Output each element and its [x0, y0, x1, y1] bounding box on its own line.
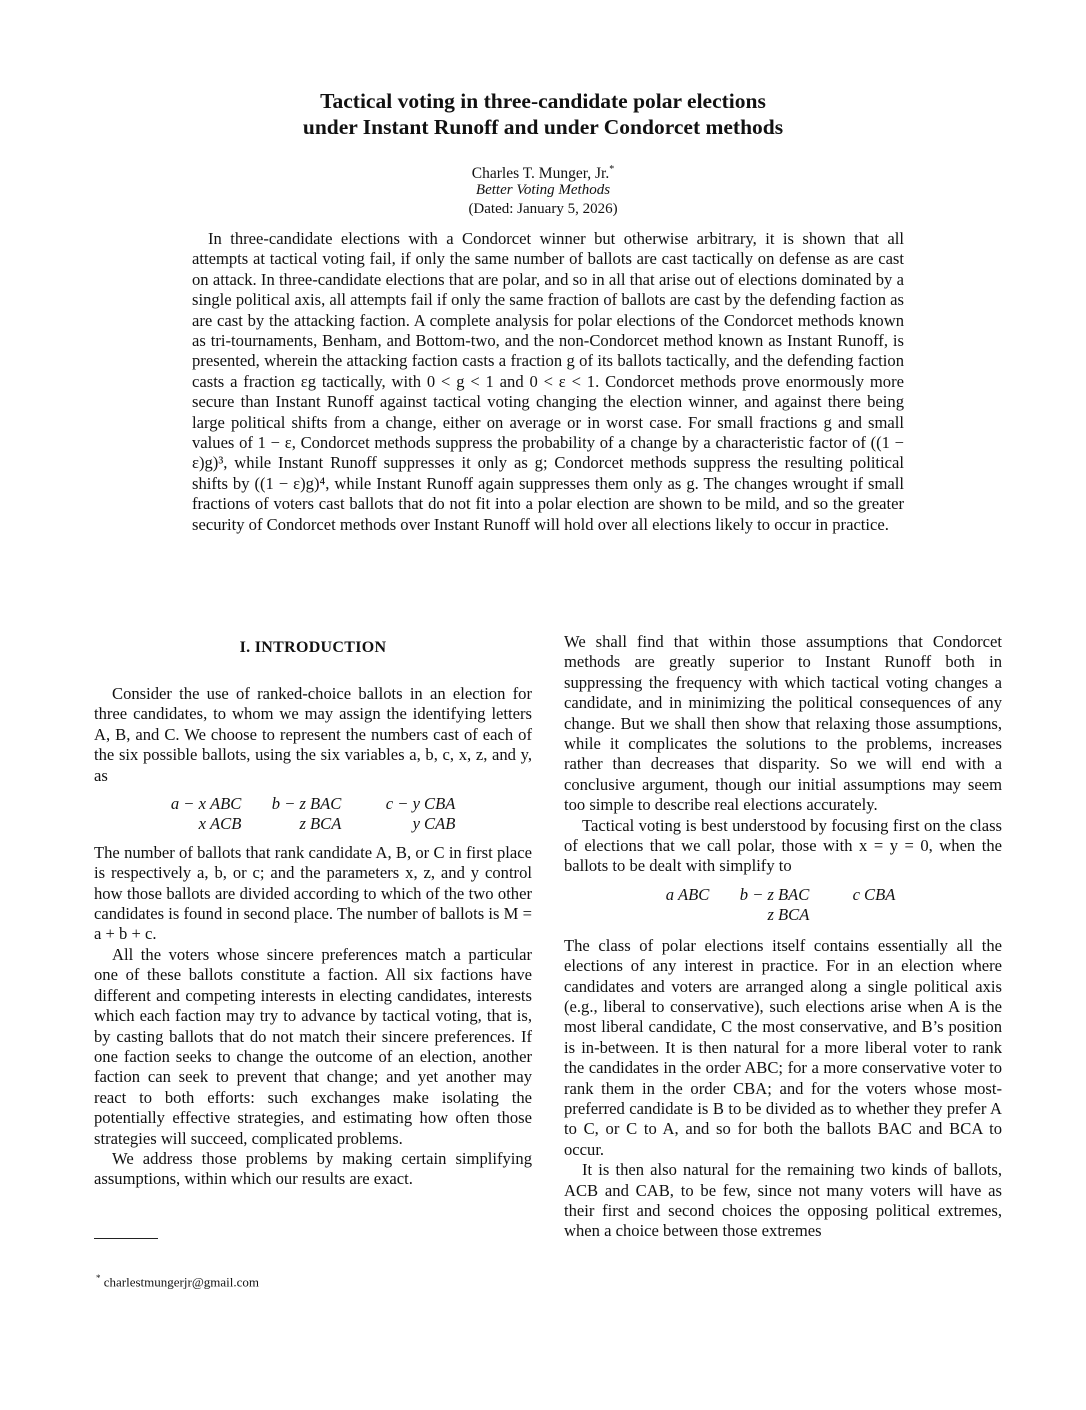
intro-paragraph-2: The number of ballots that rank candidate A, B, or C in first place is respectively a, b, or c; and the parameters x, z, and y control how those ballots are divided according to which of the two other candidates is found in second place. The number of ballots is M = a + b + c.: [94, 842, 532, 944]
ballot-count: c − y: [385, 794, 420, 814]
ballot-count: b − z: [739, 884, 774, 904]
right-paragraph-3: The class of polar elections itself contains essentially all the elections of any interest in practice. For in an election where candidates and voters are arranged along a single political axis (e.g., liberal to conservative), such elections arise when A is the most liberal candidate, C the most conservative, and B’s position is in-between. It is then natural for a more liberal voter to rank the candidates in the order ABC; for a more conservative voter to rank them in the order CBA; and for the voters whose most-preferred candidate is B to be divided as to whether they prefer A to C, or C to A, and so for both the ballots BAC and BCA to occur.: [564, 935, 1002, 1159]
ballot-order: CBA: [864, 884, 896, 904]
ballot-order: BCA: [310, 814, 342, 834]
polar-ballot-table: [564, 885, 1002, 926]
ballot-count: [830, 905, 860, 925]
date-line: (Dated: January 5, 2026): [468, 201, 618, 217]
ballot-count: x: [198, 814, 206, 834]
section-heading: I. INTRODUCTION: [239, 639, 387, 656]
ballot-order: CBA: [424, 794, 456, 814]
right-paragraph-2: Tactical voting is best understood by focusing first on the class of elections that we call polar, those with x = y = 0, when the ballots to be dealt with simplify to: [564, 815, 1002, 876]
right-paragraph-1: We shall find that within those assumptions that Condorcet methods are greatly superior to Instant Runoff both in suppressing the frequency with which tactical voting changes a candidate, and in minimizing the political consequences of any change. But we shall then show that relaxing those assumptions, while it complicates the solutions to the problems, increases rather than decreases that disparity. So we will end with a conclusive argument, though our initial assumptions may seem too simple to describe real elections accurately.: [564, 632, 1002, 815]
affiliation: Better Voting Methods: [475, 182, 611, 198]
abstract-text: In three-candidate elections with a Condorcet winner but otherwise arbitrary, it is shown that all attempts at tactical voting fail, if only the same number of ballots are cast tactically on defense as are cast on attack. In three-candidate elections that are polar, and so in all that arise out of elections dominated by a single political axis, all attempts fail if only the same fraction of ballots are cast by the defending faction as are cast by the attacking faction. A complete analysis for polar elections of the Condorcet methods known as tri-tournaments, Benham, and Bottom-two, and the non-Condorcet method known as Instant Runoff, is presented, wherein the attacking faction casts a fraction g of its ballots tactically, and the defending faction casts a fraction εg tactically, with 0 < g < 1 and 0 < ε < 1. Condorcet methods prove enormously more secure than Instant Runoff against tactical voting changing the election winner, and against there being large political shifts from a change, either on average or in worst case. For small fractions g and small values of 1 − ε, Condorcet methods suppress the probability of a change by a characteristic factor of ((1 − ε)g)³, while Instant Runoff suppresses it only as g; Condorcet methods suppress the resulting political shifts by ((1 − ε)g)⁴, while Instant Runoff again suppresses them only as g. The changes wrought if small fractions of voters cast ballots that do not fit into a polar election are shown to be mild, and so the greater security of Condorcet methods over Instant Runoff will hold over all elections likely to occur in practice.: [192, 229, 904, 534]
author-line: [0, 160, 1086, 183]
title-line-1: Tactical voting in three-candidate polar elections: [320, 89, 766, 113]
ballot-count: a: [665, 884, 674, 904]
right-paragraph-4: It is then also natural for the remaining two kinds of ballots, ACB and CAB, to be few, since not many voters will have as their first and second choices the opposing political extremes, when a choice between those extremes: [564, 1160, 1002, 1241]
ballot-count: y: [412, 814, 420, 834]
footnote-email: charlestmungerjr@gmail.com: [103, 1274, 260, 1290]
ballot-order: ACB: [210, 814, 242, 834]
intro-paragraph-4: We address those problems by making certain simplifying assumptions, within which our results are exact.: [94, 1148, 532, 1189]
ballot-order: BAC: [778, 884, 810, 904]
ballot-count: c: [852, 884, 860, 904]
author-footnote-mark: *: [609, 164, 615, 175]
abstract: [192, 229, 904, 535]
ballot-order: BCA: [778, 905, 810, 925]
footnote-rule: [94, 1238, 158, 1239]
ballot-count: [654, 905, 674, 925]
footnote-mark: *: [96, 1273, 101, 1283]
ballot-count: a − x: [170, 794, 206, 814]
ballot-order: ABC: [678, 884, 710, 904]
intro-paragraph-3: All the voters whose sincere preferences match a particular one of these ballots constitute a faction. All six factions have different and competing interests in electing candidates, interests which each faction may try to advance by tactical voting, that is, by casting ballots that do not match their sincere preferences. If one faction seeks to change the outcome of an election, another faction can seek to prevent that change; and yet another may react to both efforts: such exchanges make isolating the potentially effective strategies, and estimating how often those strategies will succeed, complicated problems.: [94, 944, 532, 1148]
ballot-order: [678, 905, 726, 925]
paper-title: [0, 88, 1086, 140]
ballot-order: CAB: [424, 814, 456, 834]
ballot-count: z: [767, 905, 774, 925]
ballot-count: z: [299, 814, 306, 834]
right-column: [564, 632, 1002, 1242]
ballot-count: b − z: [271, 794, 306, 814]
ballot-order: BAC: [310, 794, 342, 814]
footnote: [96, 1270, 259, 1290]
left-column: [94, 638, 532, 1190]
intro-paragraph-1: Consider the use of ranked-choice ballots in an election for three candidates, to whom we may assign the identifying letters A, B, and C. We choose to represent the numbers cast of each of the six possible ballots, using the six variables a, b, c, x, z, and y, as: [94, 684, 532, 785]
ballot-order: ABC: [210, 794, 242, 814]
ballot-table: [94, 794, 532, 835]
ballot-order: [864, 905, 912, 925]
author-name: Charles T. Munger, Jr.: [471, 165, 610, 183]
title-line-2: under Instant Runoff and under Condorcet methods: [302, 115, 784, 139]
